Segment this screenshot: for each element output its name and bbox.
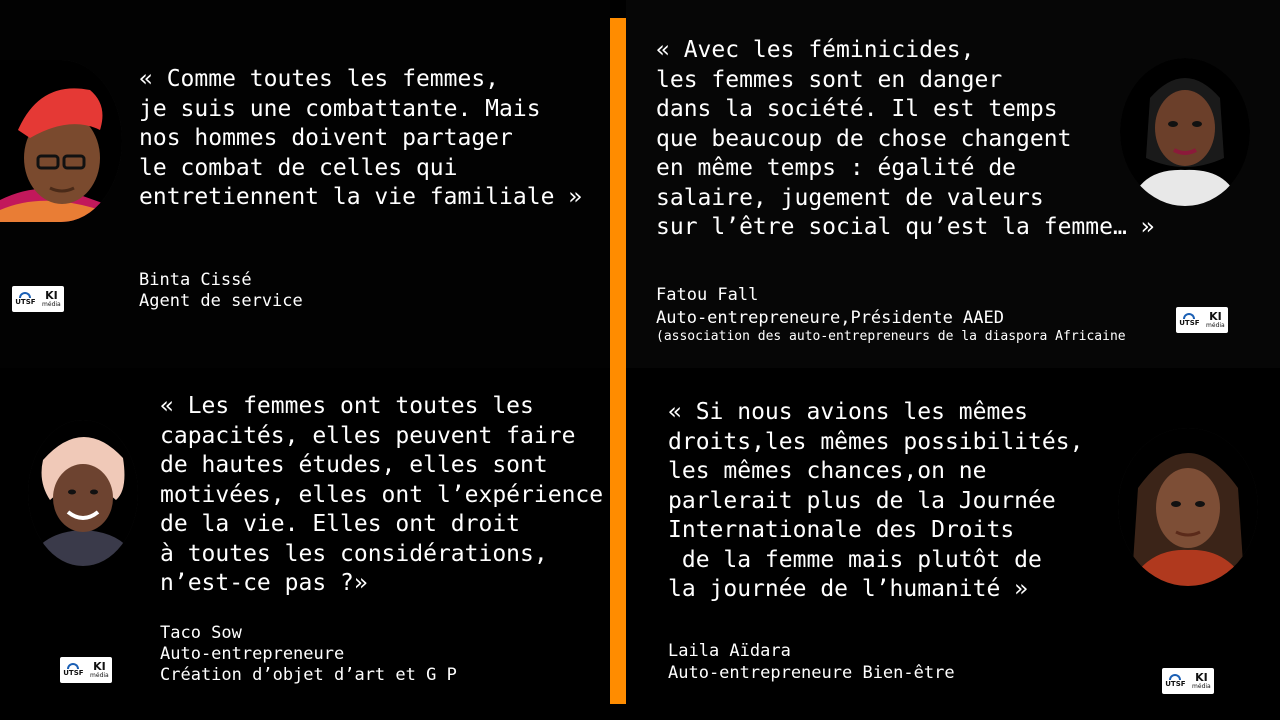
person-name: Fatou Fall <box>656 285 759 305</box>
person-role: Auto-entrepreneure Création d’objet d’art et G P <box>160 644 457 685</box>
portrait-binta-cisse <box>0 60 122 222</box>
utsf-ki-media-logo: UTSF KI média <box>1176 307 1228 333</box>
portrait-laila-aidara <box>1118 428 1258 586</box>
person-role-detail: (association des auto-entrepreneurs de la diaspora Africaine <box>656 329 1126 344</box>
quote-text: « Si nous avions les mêmes droits,les mêmes possibilités, les mêmes chances,on ne parlerait plus de la Journée Internationale des Droits de la femme mais plutôt de la journée de l’humanité » <box>668 399 1084 602</box>
utsf-ki-media-logo: UTSF KI média <box>1162 668 1214 694</box>
person-role: Auto-entrepreneure Bien-être <box>668 663 955 683</box>
person-name: Binta Cissé <box>139 270 252 290</box>
quote-text: « Avec les féminicides, les femmes sont en danger dans la société. Il est temps que beaucoup de chose changent en même temps : égalité de salaire, jugement de valeurs sur l’être social qu’est la femme… » <box>656 37 1155 240</box>
person-role: Agent de service <box>139 291 303 311</box>
person-name: Laila Aïdara <box>668 641 791 661</box>
quote-text: « Comme toutes les femmes, je suis une combattante. Mais nos hommes doivent partager le combat de celles qui entretiennent la vie familiale » <box>139 66 583 210</box>
orange-divider <box>610 18 626 704</box>
portrait-fatou-fall <box>1120 58 1250 206</box>
person-name: Taco Sow <box>160 623 242 643</box>
utsf-ki-media-logo: UTSF KI média <box>60 657 112 683</box>
person-role: Auto-entrepreneure,Présidente AAED <box>656 308 1004 328</box>
utsf-ki-media-logo: UTSF KI média <box>12 286 64 312</box>
quote-text: « Les femmes ont toutes les capacités, elles peuvent faire de hautes études, elles sont motivées, elles ont l’expérience de la vie. Elles ont droit à toutes les considérations, n’est-ce pas ?» <box>160 393 604 596</box>
portrait-taco-sow <box>28 420 138 566</box>
